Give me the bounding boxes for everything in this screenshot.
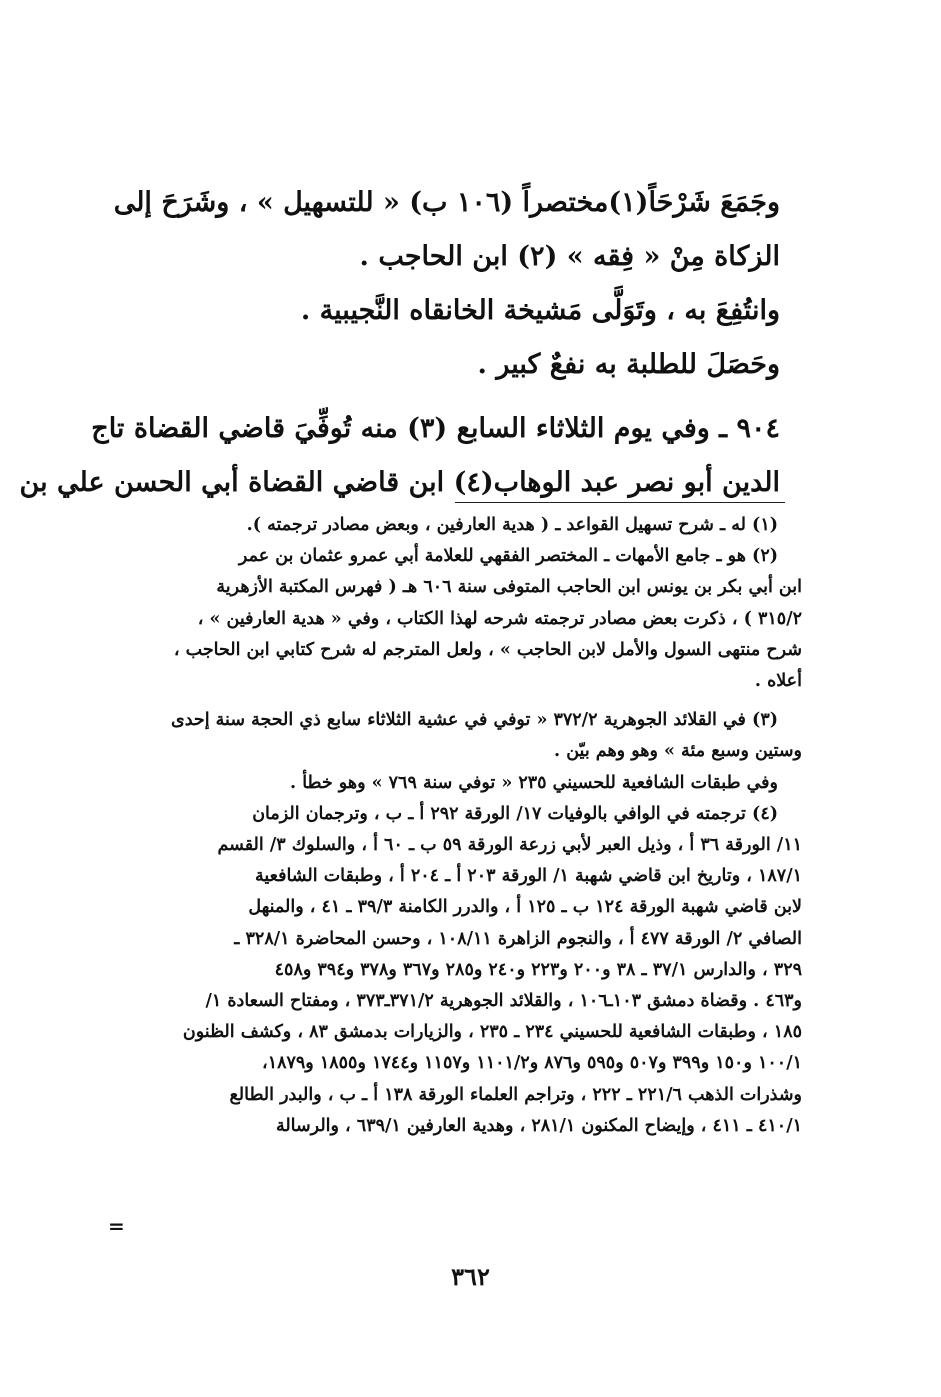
- main-text-line: وحَصَلَ للطلبة به نفعٌ كبير .: [477, 349, 780, 380]
- footnote-line: (١) له ـ شرح تسهيل القواعد ـ ( هدية العارفين ، وبعض مصادر ترجمته ).: [246, 515, 778, 535]
- page-number: ٣٦٢: [451, 1262, 490, 1291]
- main-text-line: الزكاة مِنْ « فِقه » (٢) ابن الحاجب .: [359, 241, 780, 272]
- footnote-line: وستين وسبع مئة » وهو وهم بيّن .: [554, 741, 802, 762]
- footnote-line: ١١/ الورقة ٣٦ أ ، وذيل العبر لأبي زرعة الورقة ٥٩ ب ـ ٦٠ أ ، والسلوك ٣/ القسم: [217, 835, 802, 856]
- paragraph-gap: [100, 392, 780, 402]
- footnote-line: ١٠٠/١ و١٥٠ و٣٩٩ و٥٠٧ و٥٩٥ و٨٧٦ و١١٠١/٢ و١١٥٧ و١٧٤٤ و١٨٥٥ و١٨٧٩،: [262, 1053, 802, 1074]
- main-text-line: وجَمَعَ شَرْحَاً(١)مختصراً (١٠٦ ب) « للتسهيل » ، وشَرَحَ إلى: [113, 187, 780, 218]
- footnote-line: ١٨٥ ، وطبقات الشافعية للحسيني ٢٣٤ ـ ٢٣٥ ، والزيارات بدمشق ٨٣ ، وكشف الظنون: [182, 1022, 802, 1043]
- footnote-line: ١٨٧/١ ، وتاريخ ابن قاضي شهبة ١/ الورقة ٢٠٣ أ ـ ٢٠٤ أ ، وطبقات الشافعية: [255, 866, 802, 887]
- continuation-mark: =: [108, 1214, 125, 1238]
- footnote-divider: [455, 502, 785, 503]
- footnote-line: الصافي ٢/ الورقة ٤٧٧ أ ، والنجوم الزاهرة ١٠٨/١١ ، وحسن المحاضرة ٣٢٨/١ ـ: [234, 928, 802, 949]
- footnote-line: ابن أبي بكر بن يونس ابن الحاجب المتوفى سنة ٦٠٦ هـ ( فهرس المكتبة الأزهرية: [216, 577, 802, 598]
- footnote-line: ٣٢٩ ، والدارس ٣٧/١ ـ ٣٨ و٢٠٠ و٢٢٣ و٢٤٠ و٢٨٥ و٣٦٧ و٣٧٨ و٣٩٤ و٤٥٨: [274, 959, 802, 980]
- footnote-line: شرح منتهى السول والأمل لابن الحاجب » ، ولعل المترجم له شرح كتابي ابن الحاجب ،: [173, 639, 802, 660]
- footnote-line: (٣) في القلائد الجوهرية ٣٧٢/٢ « توفي في عشية الثلاثاء سابع ذي الحجة سنة إحدى: [171, 710, 778, 731]
- main-text-line: ٩٠٤ ـ وفي يوم الثلاثاء السابع (٣) منه تُوفِّيَ قاضي القضاة تاج: [91, 413, 780, 444]
- footnote-line: ٤١٠/١ ـ ٤١١ ، وإيضاح المكنون ٢٨١/١ ، وهدية العارفين ٦٣٩/١ ، والرسالة: [275, 1115, 802, 1136]
- main-text-block: [19, 176, 780, 510]
- footnote-line: و٤٦٣ . وقضاة دمشق ١٠٣ـ١٠٦ ، والقلائد الجوهرية ٣٧١/٢ـ٣٧٣ ، ومفتاح السعادة ١/: [205, 991, 802, 1012]
- footnote-line: (٢) هو ـ جامع الأمهات ـ المختصر الفقهي للعلامة أبي عمرو عثمان بن عمر: [238, 546, 778, 567]
- footnote-line: لابن قاضي شهبة الورقة ١٢٤ ب ـ ١٢٥ أ ، والدرر الكامنة ٣٩/٣ ـ ٤١ ، والمنهل: [248, 897, 802, 918]
- footnote-line: أعلاه .: [754, 671, 802, 692]
- main-text-line: الدين أبو نصر عبد الوهاب(٤) ابن قاضي القضاة أبي الحسن علي بن: [19, 467, 780, 498]
- main-text-line: وانتُفِعَ به ، وتَوَلَّى مَشيخة الخانقاه النَّجيبية .: [300, 295, 780, 326]
- footnote-line: وشذرات الذهب ٢٢١/٦ ـ ٢٢٢ ، وتراجم العلماء الورقة ١٣٨ أ ـ ب ، والبدر الطالع: [229, 1084, 802, 1105]
- footnote-line: ٣١٥/٢ ) ، ذكرت بعض مصادر ترجمته شرحه لهذا الكتاب ، وفي « هدية العارفين » ،: [197, 608, 802, 629]
- footnote-line: (٤) ترجمته في الوافي بالوفيات ١٧/ الورقة ٢٩٢ أ ـ ب ، وترجمان الزمان: [252, 803, 778, 824]
- footnote-line: وفي طبقات الشافعية للحسيني ٢٣٥ « توفي سنة ٧٦٩ » وهو خطأ .: [290, 772, 778, 793]
- footnotes-block: [112, 510, 802, 1142]
- footnote-gap: [112, 697, 802, 705]
